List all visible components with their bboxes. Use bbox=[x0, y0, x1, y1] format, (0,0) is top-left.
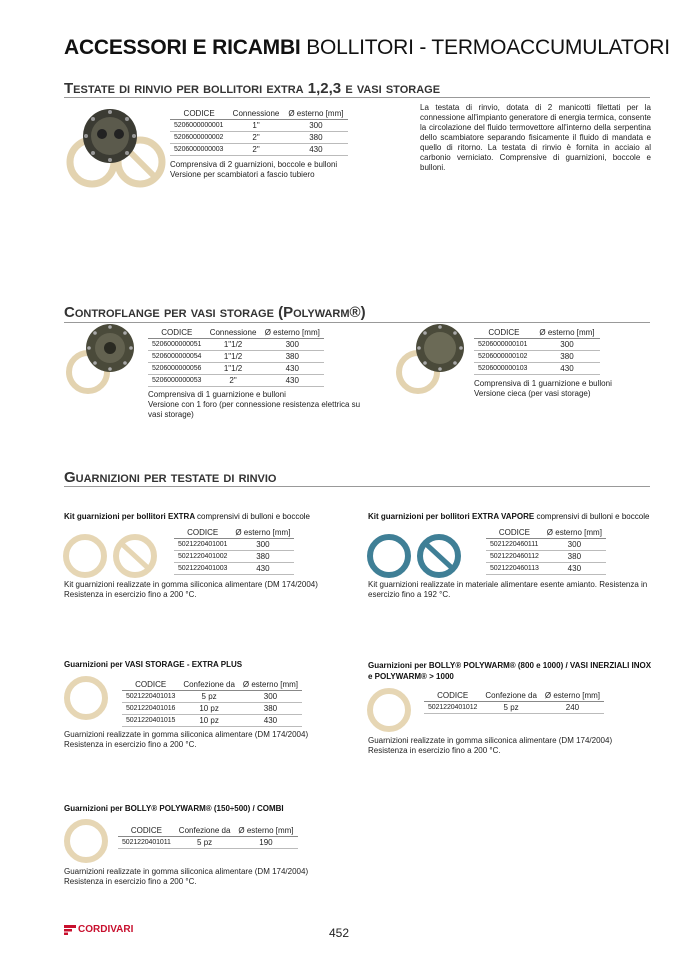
table-row: 5021220401003 430 bbox=[174, 563, 294, 575]
col-diametro: Ø esterno [mm] bbox=[284, 108, 348, 120]
polywarm-inox-title: Guarnizioni per BOLLY® POLYWARM® (800 e 1000) / VASI INERZIALI INOX e POLYWARM® > 1000 bbox=[368, 661, 652, 681]
storage-plus-gasket-image bbox=[63, 675, 109, 721]
table-row: 5021220460112 380 bbox=[486, 551, 606, 563]
polywarm-inox-notes: Guarnizioni realizzate in gomma siliconica alimentare (DM 174/2004) Resistenza in esercizio fino a 200 °C. bbox=[368, 736, 613, 755]
storage-plus-table: CODICE Confezione da Ø esterno [mm] 5021220401013 5 pz 300 5021220401016 10 pz 380 5021220401015 10 pz 430 bbox=[122, 679, 302, 727]
table-row: 5206000000101 300 bbox=[474, 339, 600, 351]
testate-notes: Comprensiva di 2 guarnizioni, boccole e bulloni Versione per scambiatori a fascio tubiero bbox=[170, 160, 338, 179]
kit-extra-title: Kit guarnizioni per bollitori EXTRA comprensivi di bulloni e boccole bbox=[64, 512, 310, 521]
polywarm-combi-title: Guarnizioni per BOLLY® POLYWARM® (150÷500) / COMBI bbox=[64, 804, 284, 813]
polywarm-combi-notes: Guarnizioni realizzate in gomma siliconica alimentare (DM 174/2004) Resistenza in esercizio fino a 200 °C. bbox=[64, 867, 309, 886]
polywarm-combi-gasket-image bbox=[63, 818, 109, 864]
table-row: 5206000000103 430 bbox=[474, 363, 600, 375]
kit-vapore-gaskets-image bbox=[367, 533, 465, 579]
table-row: 5206000000054 1"1/2 380 bbox=[148, 351, 324, 363]
table-row: 5206000000056 1"1/2 430 bbox=[148, 363, 324, 375]
table-row: 5021220460113 430 bbox=[486, 563, 606, 575]
kit-extra-gaskets-image bbox=[63, 533, 161, 579]
table-row: 5021220401016 10 pz 380 bbox=[122, 703, 302, 715]
page-number: 452 bbox=[329, 926, 350, 940]
controflange-notes: Comprensiva di 1 guarnizione e bulloni Versione con 1 foro (per connessione resistenza elettrica su vasi storage) bbox=[148, 390, 361, 419]
page-title: ACCESSORI E RICAMBI BOLLITORI - TERMOACCUMULATORI bbox=[64, 36, 670, 59]
section-rule bbox=[64, 322, 650, 323]
controflange-cieca-table: CODICE Ø esterno [mm] 5206000000101 300 5206000000102 380 5206000000103 430 bbox=[474, 327, 600, 375]
section-title-guarnizioni: Guarnizioni per testate di rinvio bbox=[64, 469, 277, 486]
section-rule bbox=[64, 486, 650, 487]
table-row: 5021220401013 5 pz 300 bbox=[122, 691, 302, 703]
table-row: 5021220401001 300 bbox=[174, 539, 294, 551]
table-row: 5021220401012 5 pz 240 bbox=[424, 702, 604, 714]
table-row: 5021220460111 300 bbox=[486, 539, 606, 551]
kit-extra-notes: Kit guarnizioni realizzate in gomma siliconica alimentare (DM 174/2004) Resistenza in esercizio fino a 200 °C. bbox=[64, 580, 318, 599]
table-row: 5206000000053 2" 430 bbox=[148, 375, 324, 387]
section-title-testate: Testate di rinvio per bollitori extra 1,2,3 e vasi storage bbox=[64, 80, 441, 97]
table-row: 5206000000001 1" 300 bbox=[170, 120, 348, 132]
testata-rinvio-image bbox=[62, 104, 168, 188]
section-title-controflange: Controflange per vasi storage (Polywarm®) bbox=[64, 304, 366, 321]
kit-vapore-notes: Kit guarnizioni realizzate in materiale alimentare esente amianto. Resistenza in esercizio fino a 192 °C. bbox=[368, 580, 648, 599]
col-codice: CODICE bbox=[170, 108, 228, 120]
controflangia-cieca-image bbox=[396, 322, 476, 394]
table-row: 5206000000102 380 bbox=[474, 351, 600, 363]
kit-vapore-table: CODICE Ø esterno [mm] 5021220460111 300 5021220460112 380 5021220460113 430 bbox=[486, 527, 606, 575]
section-rule bbox=[64, 97, 650, 98]
controflangia-foro-image bbox=[62, 322, 150, 394]
kit-extra-table: CODICE Ø esterno [mm] 5021220401001 300 5021220401002 380 5021220401003 430 bbox=[174, 527, 294, 575]
kit-vapore-title: Kit guarnizioni per bollitori EXTRA VAPORE comprensivi di bulloni e boccole bbox=[368, 512, 650, 521]
testate-table bbox=[170, 108, 348, 156]
col-connessione: Connessione bbox=[228, 108, 284, 120]
table-row: 5021220401011 5 pz 190 bbox=[118, 837, 298, 849]
table-row: 5206000000051 1"1/2 300 bbox=[148, 339, 324, 351]
brand-logo: CORDIVARI bbox=[64, 924, 133, 935]
table-row: 5206000000003 2" 430 bbox=[170, 144, 348, 156]
brand-mark-icon bbox=[64, 925, 76, 935]
table-row: 5021220401002 380 bbox=[174, 551, 294, 563]
controflange-cieca-notes: Comprensiva di 1 guarnizione e bulloni Versione cieca (per vasi storage) bbox=[474, 379, 612, 398]
controflange-table: CODICE Connessione Ø esterno [mm] 5206000000051 1"1/2 300 5206000000054 1"1/2 380 5206000000056 1"1/2 430 5206000000053 2" 430 bbox=[148, 327, 324, 387]
table-row: 5206000000002 2" 380 bbox=[170, 132, 348, 144]
polywarm-inox-table: CODICE Confezione da Ø esterno [mm] 5021220401012 5 pz 240 bbox=[424, 690, 604, 714]
testate-description: La testata di rinvio, dotata di 2 manicotti filettati per la connessione all'impianto generatore di energia termica, consente la circolazione del fluido termovettore all'interno della serpentina dello scambiatore separando fisicamente il fluido di mandata e quello di ritorno. La testata di rinvio è fornita in acciaio al carbonio verniciato. Comprensive di guarnizioni, boccole e bulloni. bbox=[420, 103, 651, 172]
storage-plus-notes: Guarnizioni realizzate in gomma siliconica alimentare (DM 174/2004) Resistenza in esercizio fino a 200 °C. bbox=[64, 730, 309, 749]
storage-plus-title: Guarnizioni per VASI STORAGE - EXTRA PLUS bbox=[64, 660, 243, 669]
polywarm-inox-gasket-image bbox=[366, 687, 412, 733]
table-row: 5021220401015 10 pz 430 bbox=[122, 715, 302, 727]
polywarm-combi-table: CODICE Confezione da Ø esterno [mm] 5021220401011 5 pz 190 bbox=[118, 825, 298, 849]
